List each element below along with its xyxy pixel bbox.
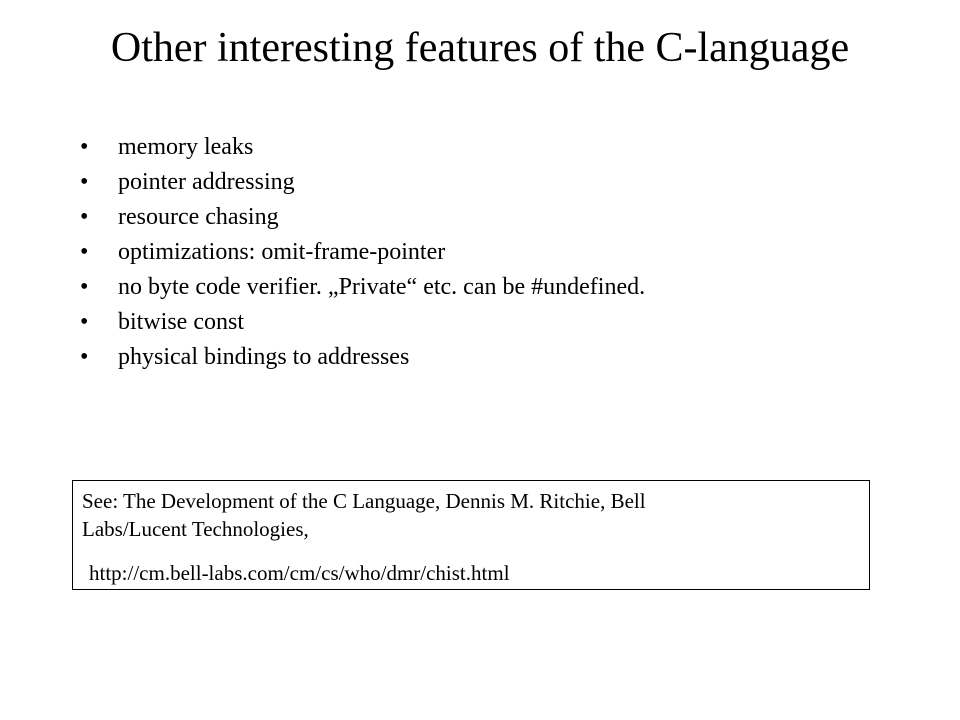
bullet-icon: • [80,309,89,335]
list-item-text: resource chasing [118,204,279,230]
list-item-text: optimizations: omit-frame-pointer [118,239,446,265]
bullet-icon: • [80,344,89,370]
list-item-text: no byte code verifier. „Private“ etc. can be #undefined. [118,274,646,300]
bullet-icon: • [80,169,89,195]
reference-citation-line-1: See: The Development of the C Language, Dennis M. Ritchie, Bell [82,489,646,513]
list-item-text: memory leaks [118,134,254,160]
bullet-icon: • [80,134,89,160]
bullet-icon: • [80,274,89,300]
reference-url-link[interactable]: http://cm.bell-labs.com/cm/cs/who/dmr/chist.html [89,561,510,585]
bullet-icon: • [80,204,89,230]
reference-citation-line-2: Labs/Lucent Technologies, [82,517,309,541]
slide-title: Other interesting features of the C-language [110,25,850,71]
list-item-text: pointer addressing [118,169,295,195]
reference-box [72,480,870,590]
list-item-text: physical bindings to addresses [118,344,410,370]
list-item-text: bitwise const [118,309,244,335]
bullet-icon: • [80,239,89,265]
